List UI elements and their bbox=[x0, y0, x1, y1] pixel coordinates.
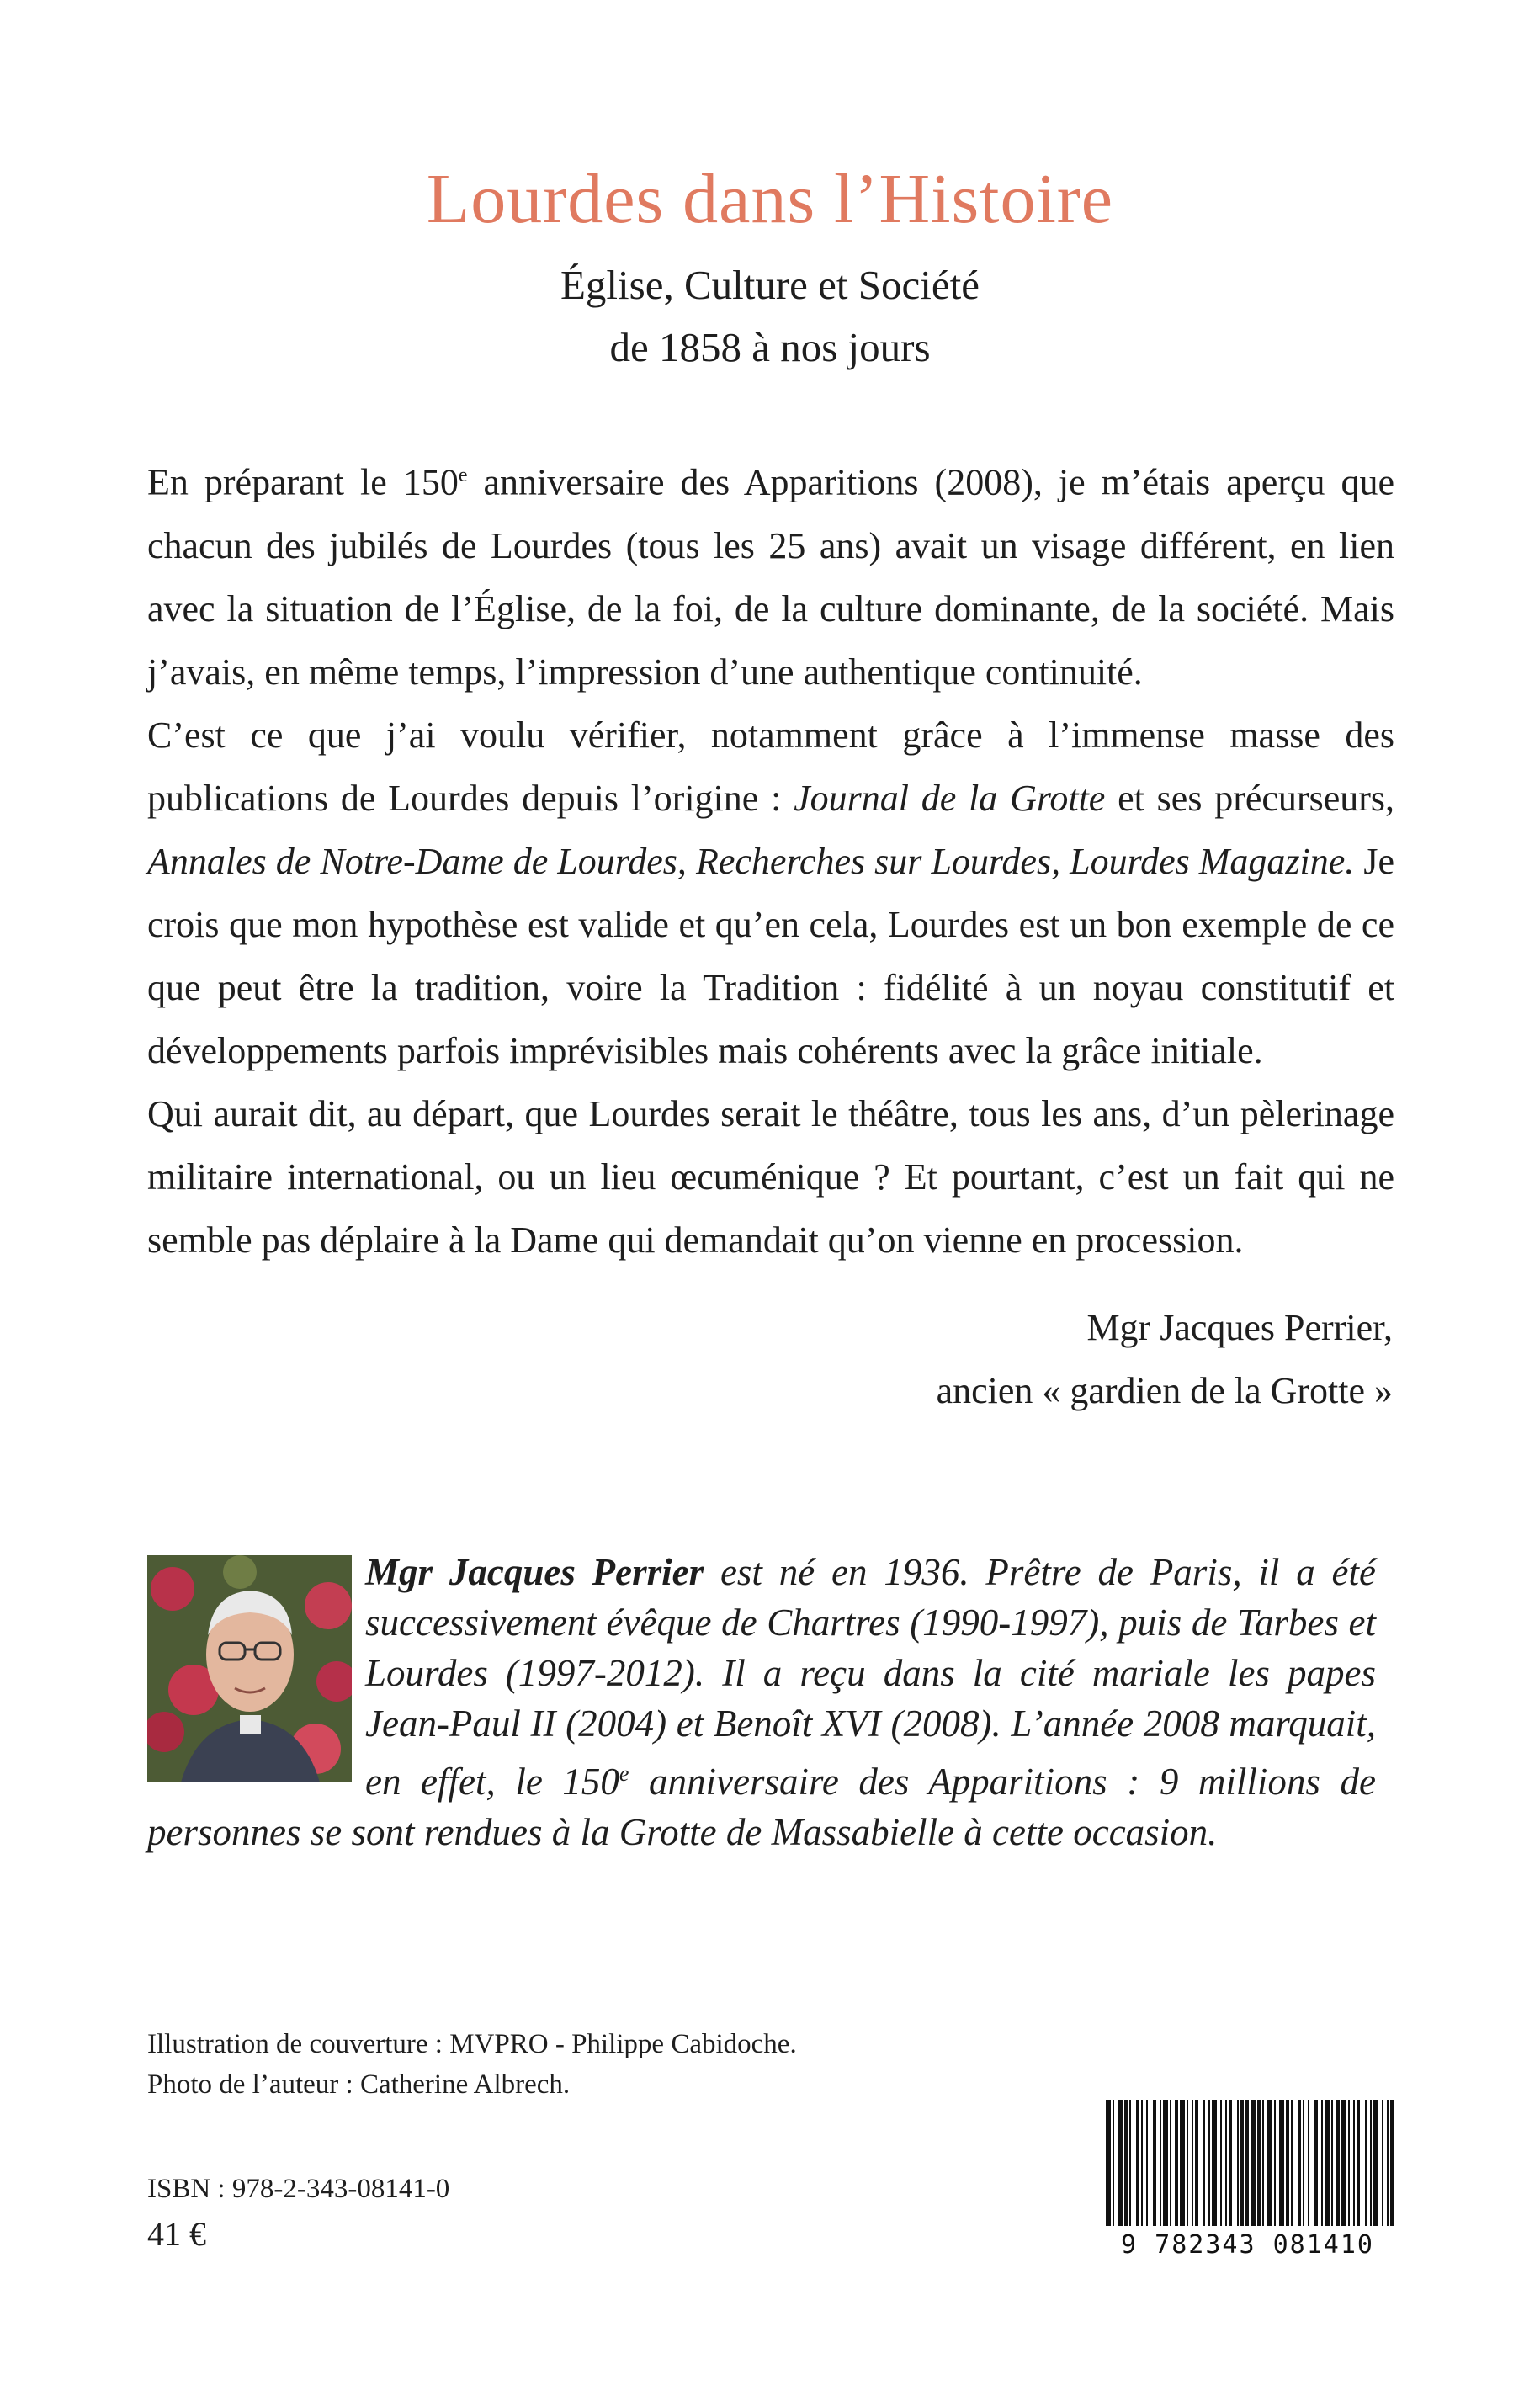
barcode-bar bbox=[1195, 2100, 1198, 2226]
barcode-bar bbox=[1240, 2100, 1244, 2226]
barcode-bar bbox=[1325, 2100, 1330, 2226]
credits bbox=[147, 2024, 797, 2105]
subtitle-line-2: de 1858 à nos jours bbox=[609, 324, 931, 370]
barcode-bar bbox=[1286, 2100, 1289, 2226]
barcode-bar bbox=[1291, 2100, 1293, 2226]
barcode-bar bbox=[1212, 2100, 1217, 2226]
barcode-bar bbox=[1267, 2100, 1272, 2226]
barcode-bar bbox=[1336, 2100, 1340, 2226]
barcode-bar bbox=[1229, 2100, 1232, 2226]
barcode-bar bbox=[1279, 2100, 1284, 2226]
subtitle-line-1: Église, Culture et Société bbox=[560, 262, 980, 308]
barcode-bar bbox=[1274, 2100, 1276, 2226]
barcode-bar bbox=[1365, 2100, 1367, 2226]
barcode-bar bbox=[1382, 2100, 1383, 2226]
barcode-bar bbox=[1308, 2100, 1309, 2226]
barcode-bar bbox=[1373, 2100, 1378, 2226]
barcode-bar bbox=[1203, 2100, 1205, 2226]
barcode-bar bbox=[1220, 2100, 1222, 2226]
barcode-bar bbox=[1390, 2100, 1394, 2226]
barcode-bar bbox=[1257, 2100, 1261, 2226]
author-photo-credit: Photo de l’auteur : Catherine Albrech. bbox=[147, 2069, 571, 2100]
barcode-bar bbox=[1370, 2100, 1372, 2226]
barcode-bar bbox=[1321, 2100, 1323, 2226]
price: 41 € bbox=[147, 2215, 206, 2253]
book-subtitle bbox=[0, 254, 1540, 379]
barcode-bar bbox=[1357, 2100, 1360, 2226]
barcode-bar bbox=[1353, 2100, 1355, 2226]
cover-illustration-credit: Illustration de couverture : MVPRO - Philippe Cabidoche. bbox=[147, 2029, 797, 2059]
barcode-bar bbox=[1348, 2100, 1350, 2226]
barcode-bar bbox=[1314, 2100, 1318, 2226]
barcode-bar bbox=[1225, 2100, 1227, 2226]
author-name: Mgr Jacques Perrier bbox=[365, 1551, 704, 1593]
barcode-bar bbox=[1331, 2100, 1333, 2226]
author-bio: Mgr Jacques Perrier est né en 1936. Prêtre de Paris, il a été successivement évêque de Chartres (1990-1997), puis de Tarbes et Lourdes (1997-2012). Il a reçu dans la cité mariale les papes Jean-Paul II (2004) et Benoît XVI (2008). L’année 2008 marquait, en effet, le 150e anniversaire des Apparitions : 9 millions de personnes se sont rendues à la Grotte de Massabielle à cette occasion. bbox=[147, 1551, 1376, 1853]
book-title: Lourdes dans l’Histoire bbox=[426, 160, 1114, 238]
isbn: ISBN : 978-2-343-08141-0 bbox=[147, 2174, 450, 2204]
back-cover-blurb bbox=[147, 444, 1394, 1272]
barcode-bar bbox=[1146, 2100, 1148, 2226]
barcode-digits: 9 782343 081410 bbox=[1121, 2230, 1374, 2260]
barcode-bar bbox=[1113, 2100, 1114, 2226]
barcode-bar bbox=[1136, 2100, 1139, 2226]
barcode-bar bbox=[1180, 2100, 1185, 2226]
barcode-bar bbox=[1237, 2100, 1239, 2226]
blurb-paragraph-1: En préparant le 150e anniversaire des Apparitions (2008), je m’étais aperçu que chacun des jubilés de Lourdes (tous les 25 ans) avait un visage différent, en lien avec la situation de l’Église, de la foi, de la culture dominante, de la société. Mais j’avais, en même temps, l’impression d’une authentique continuité. bbox=[147, 461, 1394, 693]
barcode-bar bbox=[1153, 2100, 1156, 2226]
signature-role: ancien « gardien de la Grotte » bbox=[936, 1370, 1393, 1411]
barcode-bar bbox=[1160, 2100, 1161, 2226]
signature-name: Mgr Jacques Perrier, bbox=[1086, 1307, 1393, 1348]
blurb-paragraph-3: Qui aurait dit, au départ, que Lourdes serait le théâtre, tous les ans, d’un pèlerinage militaire international, ou un lieu œcuménique ? Et pourtant, c’est un fait qui ne semble pas déplaire à la Dame qui demandait qu’on vienne en procession. bbox=[147, 1092, 1394, 1261]
barcode-bar bbox=[1187, 2100, 1188, 2226]
barcode-bar bbox=[1245, 2100, 1249, 2226]
barcode-bar bbox=[1106, 2100, 1111, 2226]
blurb-signature bbox=[937, 1296, 1393, 1422]
blurb-paragraph-2: C’est ce que j’ai voulu vérifier, notamment grâce à l’immense masse des publications de Lourdes depuis l’origine : Journal de la Grotte et ses précurseurs, Annales de Notre-Dame de Lourdes, Recherches sur Lourdes, Lourdes Magazine. Je crois que mon hypothèse est valide et qu’en cela, Lourdes est un bon exemple de ce que peut être la tradition, voire la Tradition : fidélité à un noyau constitutif et développements parfois imprévisibles mais cohérents avec la grâce initiale. bbox=[147, 714, 1395, 1071]
barcode-bar bbox=[1192, 2100, 1193, 2226]
barcode-bar bbox=[1175, 2100, 1178, 2226]
barcode-bar bbox=[1341, 2100, 1346, 2226]
barcode-bar bbox=[1208, 2100, 1210, 2226]
barcode-bar bbox=[1387, 2100, 1389, 2226]
barcode-bar bbox=[1129, 2100, 1131, 2226]
barcode-bar bbox=[1251, 2100, 1256, 2226]
barcode-bar bbox=[1124, 2100, 1128, 2226]
barcode-bar bbox=[1118, 2100, 1123, 2226]
barcode-bar bbox=[1303, 2100, 1304, 2226]
barcode-bar bbox=[1163, 2100, 1168, 2226]
barcode-bar bbox=[1262, 2100, 1264, 2226]
barcode-bar bbox=[1141, 2100, 1143, 2226]
barcode-bar bbox=[1170, 2100, 1171, 2226]
barcode-bar bbox=[1298, 2100, 1301, 2226]
